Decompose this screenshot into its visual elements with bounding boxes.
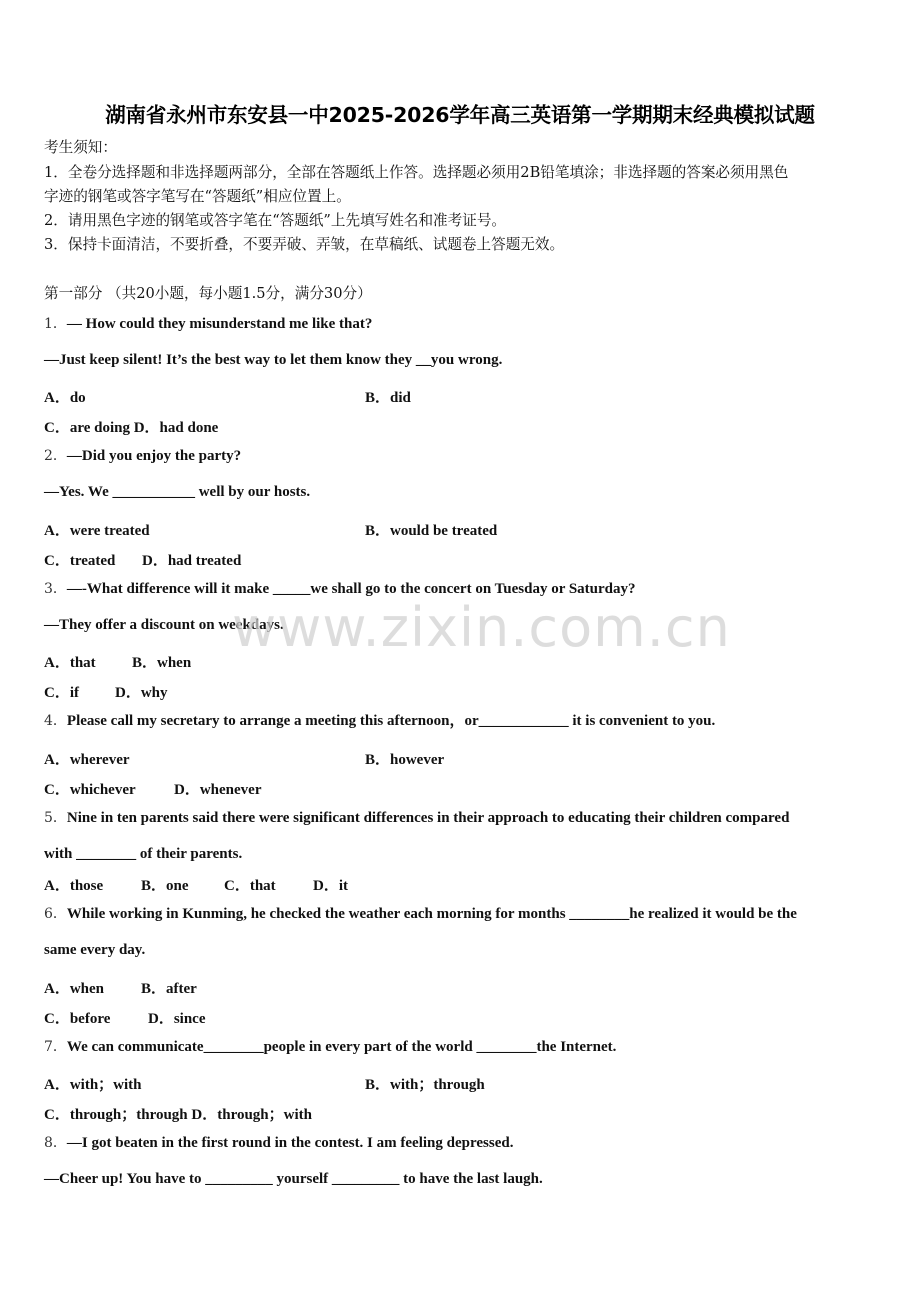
option[interactable]: B．when	[132, 655, 192, 671]
question-number: 1．	[44, 316, 67, 332]
option[interactable]: B．would be treated	[365, 523, 498, 539]
option[interactable]: D．since	[148, 1011, 206, 1027]
question-number: 4．	[44, 713, 67, 729]
option[interactable]: C．if	[44, 685, 79, 701]
question-stem: —Did you enjoy the party?	[66, 448, 242, 464]
option[interactable]: B．however	[365, 752, 445, 768]
notice-item: 1．全卷分选择题和非选择题两部分，全部在答题纸上作答。选择题必须用2B铅笔填涂；非选择题的答案必须用黑色	[44, 164, 789, 181]
question-5	[44, 808, 789, 828]
notice-item: 字迹的钢笔或答字笔写在“答题纸”相应位置上。	[44, 188, 351, 205]
option[interactable]: C．through；through D．through；with	[44, 1107, 312, 1123]
option[interactable]: A．wherever	[44, 752, 130, 768]
question-stem: — How could they misunderstand me like that?	[66, 316, 373, 332]
option[interactable]: A．do	[44, 390, 86, 406]
question-4	[44, 711, 715, 731]
question-stem: Please call my secretary to arrange a meeting this afternoon，or____________ it is convenient to you.	[66, 713, 716, 729]
option[interactable]: C．whichever	[44, 782, 136, 798]
question-stem: We can communicate________people in every part of the world ________the Internet.	[66, 1039, 617, 1055]
option[interactable]: D．whenever	[174, 782, 262, 798]
question-1	[44, 314, 372, 334]
option[interactable]: B．after	[141, 981, 197, 997]
question-stem: —I got beaten in the first round in the contest. I am feeling depressed.	[66, 1135, 514, 1151]
question-number: 8．	[44, 1135, 67, 1151]
option[interactable]: C．are doing D．had done	[44, 420, 219, 436]
option[interactable]: A．when	[44, 981, 105, 997]
option[interactable]: A．were treated	[44, 523, 150, 539]
option[interactable]: C．treated	[44, 553, 116, 569]
option[interactable]: B．with；through	[365, 1077, 485, 1093]
option[interactable]: D．why	[115, 685, 168, 701]
question-number: 5．	[44, 810, 67, 826]
question-8	[44, 1133, 513, 1153]
question-line: with ________ of their parents.	[44, 846, 243, 862]
question-line: —Just keep silent! It’s the best way to let them know they __you wrong.	[44, 352, 503, 368]
question-7	[44, 1037, 616, 1057]
notice-item: 3．保持卡面清洁，不要折叠，不要弄破、弄皱，在草稿纸、试题卷上答题无效。	[44, 236, 565, 253]
question-line: —Yes. We ___________ well by our hosts.	[44, 484, 311, 500]
question-6	[44, 904, 797, 924]
exam-title: 湖南省永州市东安县一中2025-2026学年高三英语第一学期期末经典模拟试题	[105, 103, 815, 127]
option[interactable]: A．that	[44, 655, 96, 671]
watermark: www.zixin.com.cn	[232, 596, 731, 659]
notice-heading: 考生须知：	[44, 139, 117, 156]
section-heading: 第一部分 （共20小题，每小题1.5分，满分30分）	[44, 285, 372, 302]
question-stem: Nine in ten parents said there were significant differences in their approach to educating their children compared	[66, 810, 790, 826]
question-stem: —-What difference will it make _____we shall go to the concert on Tuesday or Saturday?	[66, 581, 636, 597]
question-line: —They offer a discount on weekdays.	[44, 617, 284, 633]
question-line: —Cheer up! You have to _________ yourself _________ to have the last laugh.	[44, 1171, 543, 1187]
option[interactable]: B．did	[365, 390, 411, 406]
notice-item: 2．请用黑色字迹的钢笔或答字笔在“答题纸”上先填写姓名和准考证号。	[44, 212, 507, 229]
option[interactable]: A．with；with	[44, 1077, 142, 1093]
question-number: 3．	[44, 581, 67, 597]
question-stem: While working in Kunming, he checked the weather each morning for months ________he realized it would be the	[66, 906, 797, 922]
question-number: 2．	[44, 448, 67, 464]
option[interactable]: A．those	[44, 878, 104, 894]
option[interactable]: C．before	[44, 1011, 111, 1027]
question-line: same every day.	[44, 942, 146, 958]
option[interactable]: D．had treated	[142, 553, 242, 569]
question-number: 7．	[44, 1039, 67, 1055]
question-number: 6．	[44, 906, 67, 922]
option[interactable]: D．it	[313, 878, 348, 894]
option[interactable]: B．one	[141, 878, 189, 894]
question-2	[44, 446, 241, 466]
option[interactable]: C．that	[224, 878, 276, 894]
